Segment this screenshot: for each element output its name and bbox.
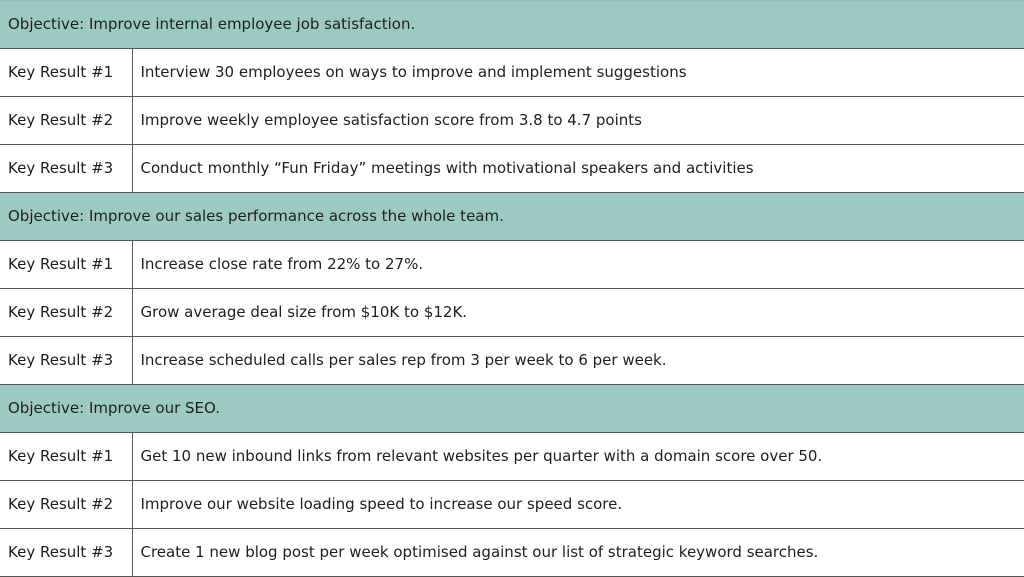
key-result-row (0, 49, 1024, 97)
key-result-label: Key Result #2 (0, 481, 132, 529)
key-result-label: Key Result #1 (0, 49, 132, 97)
objective-title: Objective: Improve our sales performance across the whole team. (0, 193, 1024, 241)
key-result-label: Key Result #1 (0, 433, 132, 481)
key-result-label: Key Result #3 (0, 337, 132, 385)
key-result-text: Get 10 new inbound links from relevant websites per quarter with a domain score over 50. (132, 433, 1024, 481)
key-result-label: Key Result #2 (0, 289, 132, 337)
key-result-text: Improve weekly employee satisfaction score from 3.8 to 4.7 points (132, 97, 1024, 145)
key-result-label: Key Result #3 (0, 529, 132, 577)
key-result-row (0, 337, 1024, 385)
objective-row (0, 385, 1024, 433)
key-result-text: Create 1 new blog post per week optimised against our list of strategic keyword searches. (132, 529, 1024, 577)
key-result-row (0, 289, 1024, 337)
key-result-row (0, 529, 1024, 577)
key-result-label: Key Result #2 (0, 97, 132, 145)
key-result-text: Increase scheduled calls per sales rep from 3 per week to 6 per week. (132, 337, 1024, 385)
key-result-label: Key Result #3 (0, 145, 132, 193)
key-result-row (0, 145, 1024, 193)
key-result-text: Conduct monthly “Fun Friday” meetings with motivational speakers and activities (132, 145, 1024, 193)
objective-title: Objective: Improve internal employee job satisfaction. (0, 1, 1024, 49)
key-result-text: Improve our website loading speed to increase our speed score. (132, 481, 1024, 529)
key-result-text: Grow average deal size from $10K to $12K. (132, 289, 1024, 337)
key-result-row (0, 97, 1024, 145)
key-result-text: Increase close rate from 22% to 27%. (132, 241, 1024, 289)
key-result-row (0, 241, 1024, 289)
objective-title: Objective: Improve our SEO. (0, 385, 1024, 433)
objective-row (0, 193, 1024, 241)
key-result-text: Interview 30 employees on ways to improve and implement suggestions (132, 49, 1024, 97)
objective-row (0, 1, 1024, 49)
key-result-row (0, 481, 1024, 529)
key-result-label: Key Result #1 (0, 241, 132, 289)
key-result-row (0, 433, 1024, 481)
